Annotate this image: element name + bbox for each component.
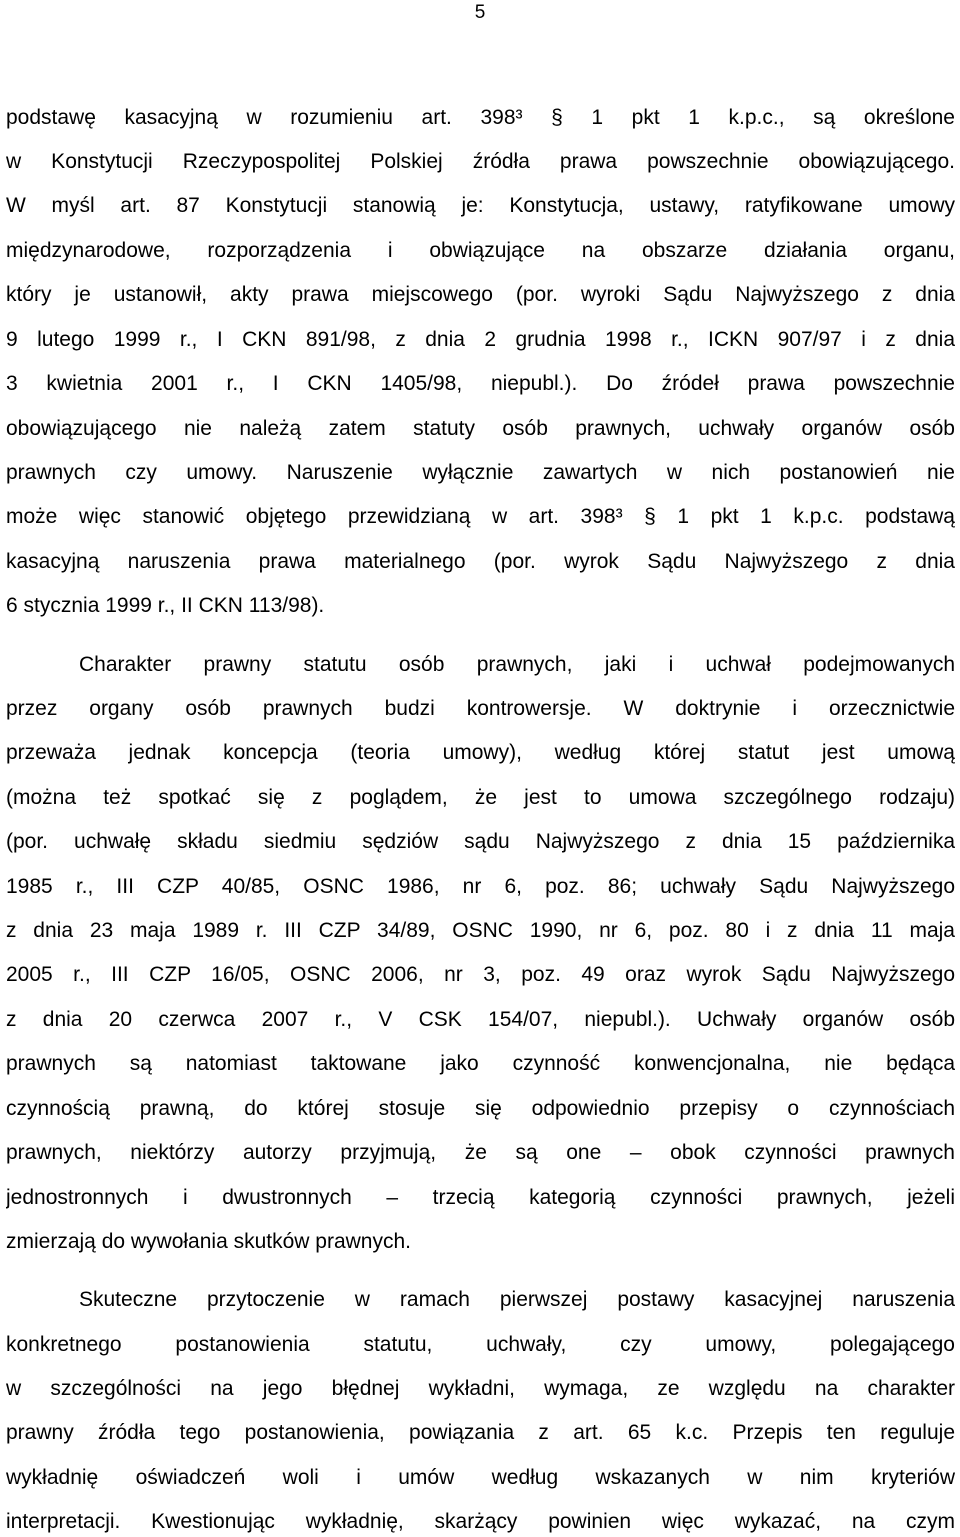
text-line: prawny źródła tego postanowienia, powiązania z art. 65 k.c. Przepis ten reguluje	[6, 1421, 955, 1444]
text-line: 3 kwietnia 2001 r., I CKN 1405/98, niepubl.). Do źródeł prawa powszechnie	[6, 372, 955, 395]
text-line: przeważa jednak koncepcja (teoria umowy), według której statut jest umową	[6, 741, 955, 764]
text-line: międzynarodowe, rozporządzenia i obwiązujące na obszarze działania organu,	[6, 239, 955, 262]
text-line: (można też spotkać się z poglądem, że jest to umowa szczególnego rodzaju)	[6, 786, 955, 809]
text-line: 6 stycznia 1999 r., II CKN 113/98).	[6, 594, 325, 617]
text-line: 9 lutego 1999 r., I CKN 891/98, z dnia 2 grudnia 1998 r., ICKN 907/97 i z dnia	[6, 328, 955, 351]
page-number: 5	[474, 2, 486, 23]
text-line: podstawę kasacyjną w rozumieniu art. 398³ § 1 pkt 1 k.p.c., są określone	[6, 106, 955, 129]
text-line: w Konstytucji Rzeczypospolitej Polskiej źródła prawa powszechnie obowiązującego.	[6, 150, 955, 173]
text-line: (por. uchwałę składu siedmiu sędziów sądu Najwyższego z dnia 15 października	[6, 830, 955, 853]
text-line: 2005 r., III CZP 16/05, OSNC 2006, nr 3, poz. 49 oraz wyrok Sądu Najwyższego	[6, 963, 955, 986]
text-line: jednostronnych i dwustronnych – trzecią kategorią czynności prawnych, jeżeli	[6, 1186, 955, 1209]
paragraph-first-line: Charakter prawny statutu osób prawnych, jaki i uchwał podejmowanych	[79, 653, 955, 676]
text-line: 1985 r., III CZP 40/85, OSNC 1986, nr 6, poz. 86; uchwały Sądu Najwyższego	[6, 875, 955, 898]
text-line: który je ustanowił, akty prawa miejscowego (por. wyroki Sądu Najwyższego z dnia	[6, 283, 955, 306]
text-line: obowiązującego nie należą zatem statuty osób prawnych, uchwały organów osób	[6, 417, 955, 440]
text-line: W myśl art. 87 Konstytucji stanowią je: Konstytucja, ustawy, ratyfikowane umowy	[6, 194, 955, 217]
text-line: zmierzają do wywołania skutków prawnych.	[6, 1230, 411, 1253]
text-line: przez organy osób prawnych budzi kontrowersje. W doktrynie i orzecznictwie	[6, 697, 955, 720]
text-line: prawnych czy umowy. Naruszenie wyłącznie zawartych w nich postanowień nie	[6, 461, 955, 484]
text-line: z dnia 20 czerwca 2007 r., V CSK 154/07, niepubl.). Uchwały organów osób	[6, 1008, 955, 1031]
text-line: kasacyjną naruszenia prawa materialnego (por. wyrok Sądu Najwyższego z dnia	[6, 550, 955, 573]
paragraph-first-line: Skuteczne przytoczenie w ramach pierwszej postawy kasacyjnej naruszenia	[79, 1288, 955, 1311]
text-line: czynnością prawną, do której stosuje się odpowiednio przepisy o czynnościach	[6, 1097, 955, 1120]
text-line: z dnia 23 maja 1989 r. III CZP 34/89, OSNC 1990, nr 6, poz. 80 i z dnia 11 maja	[6, 919, 955, 942]
text-line: wykładnię oświadczeń woli i umów według wskazanych w nim kryteriów	[6, 1466, 955, 1489]
text-line: prawnych, niektórzy autorzy przyjmują, że są one – obok czynności prawnych	[6, 1141, 955, 1164]
text-line: prawnych są natomiast taktowane jako czynność konwencjonalna, nie będąca	[6, 1052, 955, 1075]
text-line: interpretacji. Kwestionując wykładnię, skarżący powinien więc wykazać, na czym	[6, 1510, 955, 1533]
text-line: może więc stanowić objętego przewidzianą w art. 398³ § 1 pkt 1 k.p.c. podstawą	[6, 505, 955, 528]
text-line: w szczególności na jego błędnej wykładni, wymaga, ze względu na charakter	[6, 1377, 955, 1400]
text-line: konkretnego postanowienia statutu, uchwały, czy umowy, polegającego	[6, 1333, 955, 1356]
